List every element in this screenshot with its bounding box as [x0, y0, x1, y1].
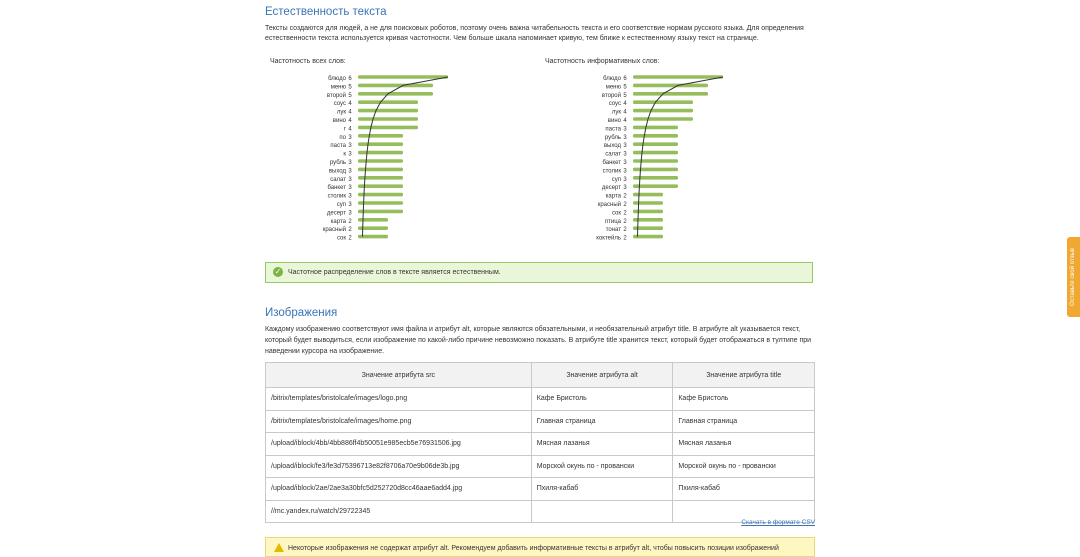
frequency-bar — [633, 201, 663, 205]
word-count-label: 4 — [348, 126, 352, 133]
word-count-label: 2 — [623, 218, 627, 225]
frequency-bar — [633, 193, 663, 197]
frequency-bar — [358, 151, 403, 155]
word-count-label: 3 — [348, 202, 352, 208]
word-label: блюдо — [603, 76, 621, 82]
info-words-chart-title: Частотность информативных слов: — [545, 58, 660, 65]
word-count-label: 5 — [623, 92, 627, 99]
src-cell: /bitrix/templates/bristolcafe/images/home.png — [266, 410, 532, 433]
images-description: Каждому изображению соответствуют имя файла и атрибут alt, которые являются обязательными, и необязательный атрибут title. В атрибуте alt указывается текст, который будет выводиться, если изображение по какой-либо причине невозможно показать. В атрибуте title хранится текст, который будет отображаться в тултипе при наведении курсора на изображение. — [265, 326, 812, 355]
word-label: рубль — [329, 160, 346, 166]
warning-icon — [274, 543, 284, 552]
word-count-label: 4 — [623, 109, 627, 116]
word-count-label: 3 — [623, 176, 627, 183]
word-label: суп — [336, 202, 346, 208]
word-label: меню — [330, 84, 346, 91]
missing-alt-warning — [265, 537, 815, 557]
word-label: выход — [603, 143, 621, 150]
word-count-label: 2 — [623, 235, 627, 242]
title-cell: Пхиля-кабаб — [673, 478, 815, 501]
frequency-bar — [358, 126, 418, 130]
frequency-bar — [358, 109, 418, 113]
word-label: сок — [611, 210, 621, 217]
frequency-bar — [358, 100, 418, 104]
images-title: Изображения — [265, 307, 338, 319]
word-label: меню — [605, 84, 621, 91]
src-cell: /upload/iblock/4bb/4bb886ff4b50051e985ecb5e76931506.jpg — [266, 433, 532, 456]
info-words-chart — [545, 58, 805, 253]
word-label: коктейль — [596, 235, 621, 242]
word-label: банкет — [327, 185, 346, 192]
word-label: сок — [336, 235, 346, 242]
frequency-bar — [358, 201, 403, 205]
word-count-label: 3 — [623, 134, 627, 141]
frequency-bar — [358, 168, 403, 172]
title-cell: Морской окунь по - провански — [673, 455, 815, 478]
frequency-bar — [633, 75, 723, 79]
word-label: салат — [330, 176, 346, 183]
frequency-bar — [633, 134, 678, 138]
table-row — [266, 388, 815, 411]
word-count-label: 4 — [623, 101, 627, 108]
info-words-frequency-chart — [545, 72, 805, 252]
alt-cell: Кафе Бристоль — [531, 388, 673, 411]
src-cell: //mc.yandex.ru/watch/29722345 — [266, 500, 532, 523]
word-label: столик — [327, 193, 346, 200]
word-count-label: 2 — [623, 227, 627, 234]
word-label: карта — [330, 218, 346, 225]
word-label: выход — [328, 168, 346, 175]
feedback-tab-label: Оставьте свой отзыв — [1070, 248, 1076, 306]
word-count-label: 3 — [348, 151, 352, 158]
word-label: лук — [336, 109, 346, 116]
word-count-label: 4 — [623, 118, 627, 124]
word-count-label: 3 — [348, 176, 352, 183]
word-count-label: 2 — [623, 193, 627, 200]
word-label: карта — [605, 193, 621, 200]
table-row — [266, 455, 815, 478]
frequency-bar — [358, 193, 403, 197]
frequency-bar — [633, 126, 678, 130]
word-count-label: 3 — [348, 193, 352, 200]
frequency-bar — [358, 142, 403, 146]
word-count-label: 3 — [348, 185, 352, 192]
success-message: Частотное распределение слов в тексте является естественным. — [288, 269, 501, 276]
frequency-bar — [633, 159, 678, 163]
alt-cell — [531, 500, 673, 523]
frequency-bar — [633, 84, 708, 88]
word-label: рубль — [604, 134, 621, 141]
title-cell: Мясная лазанья — [673, 433, 815, 456]
table-row — [266, 478, 815, 501]
word-count-label: 2 — [348, 218, 352, 225]
word-label: паста — [330, 143, 346, 150]
word-label: птица — [604, 218, 621, 225]
frequency-bar — [633, 109, 693, 113]
column-header-alt: Значение атрибута alt — [531, 363, 673, 388]
frequency-bar — [633, 92, 708, 96]
frequency-bar — [633, 151, 678, 155]
word-label: соус — [333, 101, 346, 108]
title-cell: Кафе Бристоль — [673, 388, 815, 411]
check-icon: ✓ — [274, 267, 282, 276]
word-label: красный — [322, 227, 346, 234]
word-label: по — [339, 134, 346, 141]
all-words-frequency-chart — [270, 72, 530, 252]
word-label: г — [343, 126, 346, 133]
word-count-label: 4 — [348, 101, 352, 108]
word-count-label: 3 — [348, 168, 352, 175]
table-header-row — [266, 363, 815, 388]
alt-cell: Главная страница — [531, 410, 673, 433]
word-count-label: 3 — [623, 185, 627, 192]
word-count-label: 3 — [623, 160, 627, 166]
table-row — [266, 433, 815, 456]
frequency-bar — [358, 117, 418, 121]
word-count-label: 3 — [348, 160, 352, 166]
word-count-label: 2 — [348, 227, 352, 234]
column-header-title: Значение атрибута title — [673, 363, 815, 388]
word-label: салат — [605, 151, 621, 158]
column-header-src: Значение атрибута src — [266, 363, 532, 388]
frequency-bar — [358, 75, 448, 79]
frequency-bar — [358, 210, 403, 214]
word-count-label: 3 — [623, 126, 627, 133]
frequency-bar — [358, 84, 433, 88]
naturalness-title: Естественность текста — [265, 6, 387, 18]
frequency-bar — [633, 142, 678, 146]
frequency-bar — [633, 117, 693, 121]
alt-cell: Морской окунь по - провански — [531, 455, 673, 478]
word-count-label: 5 — [623, 84, 627, 91]
frequency-bar — [358, 92, 433, 96]
alt-cell: Пхиля-кабаб — [531, 478, 673, 501]
word-count-label: 3 — [348, 210, 352, 217]
alt-cell: Мясная лазанья — [531, 433, 673, 456]
word-label: банкет — [602, 160, 621, 166]
all-words-chart — [270, 58, 530, 253]
word-count-label: 3 — [623, 151, 627, 158]
frequency-bar — [633, 168, 678, 172]
natural-distribution-notice — [265, 262, 813, 283]
word-label: столик — [602, 168, 621, 175]
title-cell: Главная страница — [673, 410, 815, 433]
src-cell: /upload/iblock/2ae/2ae3a30bfc5d252720d8cc46aae6add4.jpg — [266, 478, 532, 501]
feedback-tab[interactable] — [1067, 237, 1080, 317]
word-label: десерт — [601, 185, 621, 192]
word-count-label: 2 — [348, 235, 352, 242]
word-count-label: 5 — [348, 84, 352, 91]
word-label: лук — [611, 109, 621, 116]
table-row — [266, 500, 815, 523]
word-count-label: 3 — [623, 143, 627, 150]
frequency-bar — [633, 210, 663, 214]
frequency-bar — [358, 134, 403, 138]
word-label: вино — [332, 118, 346, 124]
download-csv-link[interactable]: Скачать в формате CSV — [741, 519, 815, 526]
word-label: десерт — [326, 210, 346, 217]
frequency-bar — [633, 100, 693, 104]
src-cell: /bitrix/templates/bristolcafe/images/logo.png — [266, 388, 532, 411]
word-count-label: 3 — [348, 134, 352, 141]
word-count-label: 3 — [348, 143, 352, 150]
frequency-bar — [358, 159, 403, 163]
images-table — [265, 362, 815, 523]
word-label: соус — [608, 101, 621, 108]
table-row — [266, 410, 815, 433]
word-count-label: 2 — [623, 210, 627, 217]
word-label: красный — [597, 202, 621, 208]
all-words-chart-title: Частотность всех слов: — [270, 58, 346, 65]
word-count-label: 4 — [348, 118, 352, 124]
word-count-label: 4 — [348, 109, 352, 116]
word-label: тонат — [605, 227, 621, 234]
word-label: второй — [601, 92, 621, 99]
word-count-label: 5 — [348, 92, 352, 99]
word-label: блюдо — [328, 76, 346, 82]
word-count-label: 6 — [348, 76, 352, 82]
word-label: паста — [605, 126, 621, 133]
word-count-label: 6 — [623, 76, 627, 82]
word-label: суп — [611, 176, 621, 183]
word-count-label: 2 — [623, 202, 627, 208]
naturalness-description: Тексты создаются для людей, а не для поисковых роботов, поэтому очень важна читабельность текста и его соответствие нормам русского языка. Для определения естественности текста используется кривая частотности. Чем больше шкала напоминает кривую, тем ближе к естественному языку текст на странице. — [265, 25, 804, 42]
word-label: вино — [607, 118, 621, 124]
src-cell: /upload/iblock/fe3/fe3d75396713e82f8706a70e9b06de3b.jpg — [266, 455, 532, 478]
warning-message: Некоторые изображения не содержат атрибут alt. Рекомендуем добавить информативные тексты в атрибут alt, чтобы повысить позиции изображений — [288, 545, 779, 552]
word-count-label: 3 — [623, 168, 627, 175]
word-label: второй — [326, 92, 346, 99]
word-label: к — [343, 151, 346, 158]
